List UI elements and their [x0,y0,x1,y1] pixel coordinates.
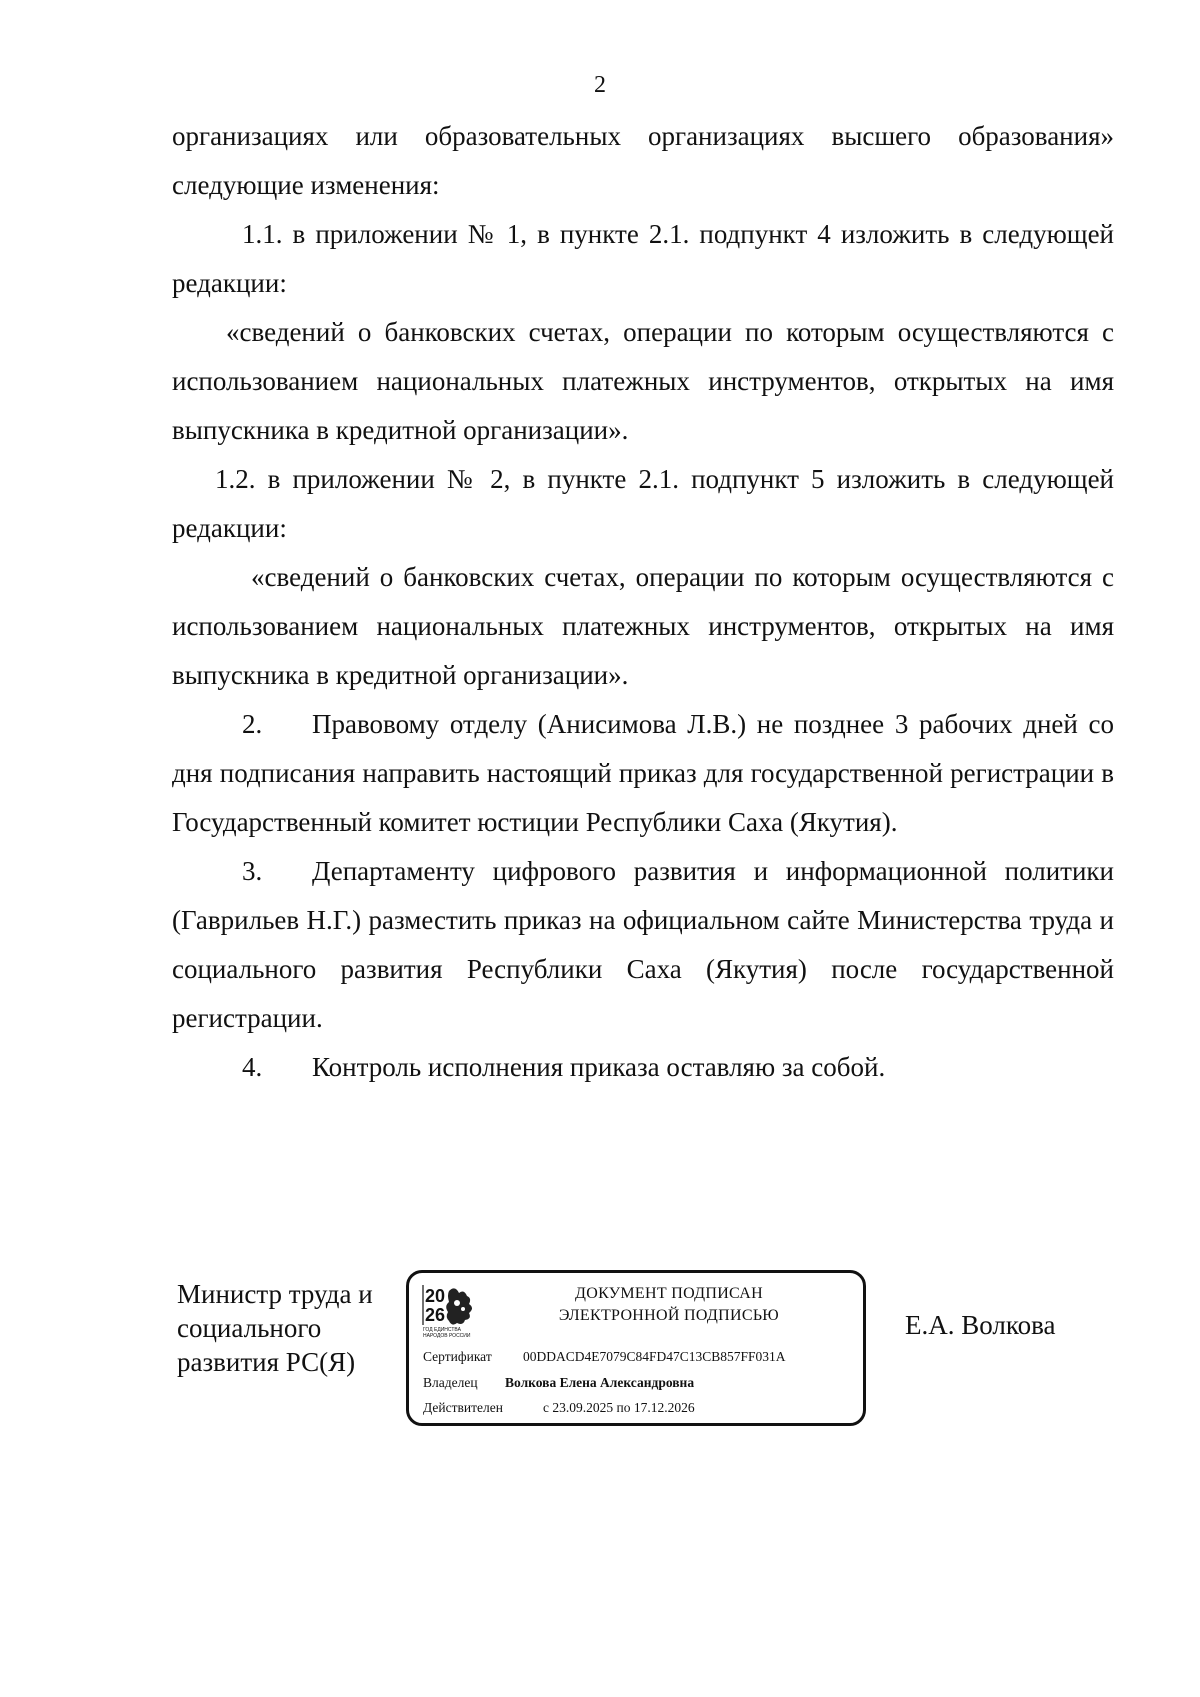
paragraph-amendment-1-2: 1.2. в приложении № 2, в пункте 2.1. подпункт 5 изложить в следующей редакции: [172,464,1114,543]
validity-label: Действителен [423,1400,503,1415]
item-number: 3. [242,856,263,886]
signer-title-line: Министр труда и [177,1279,373,1309]
numbered-item-2 [172,700,1114,847]
paragraph-amendment-1-1-text: «сведений о банковских счетах, операции по которым осуществляются с использованием национальных платежных инструментов, открытых на имя выпускника в кредитной организации». [172,317,1114,445]
signer-title-line: социального [177,1313,322,1343]
validity-value: с 23.09.2025 по 17.12.2026 [543,1400,695,1415]
logo-year-bottom: 26 [425,1305,446,1325]
stamp-header-line: ЭЛЕКТРОННОЙ ПОДПИСЬЮ [558,1307,780,1324]
stamp-validity-row [423,1400,695,1416]
item-number: 2. [242,709,263,739]
document-body [172,112,1114,1092]
paragraph-amendment-1-1: 1.1. в приложении № 1, в пункте 2.1. подпункт 4 изложить в следующей редакции: [172,219,1114,298]
page-number: 2 [594,72,606,98]
logo-year-top: 20 [425,1286,446,1306]
item-number: 4. [242,1052,263,1082]
stamp-header [499,1283,839,1327]
numbered-item-3 [172,847,1114,1043]
owner-label: Владелец [423,1375,478,1390]
stamp-certificate-row [423,1349,786,1365]
certificate-value: 00DDACD4E7079C84FD47C13CB857FF031A [523,1349,786,1364]
stamp-owner-row [423,1375,694,1391]
certificate-label: Сертификат [423,1349,492,1364]
item-text: Контроль исполнения приказа оставляю за собой. [312,1052,886,1082]
numbered-item-4 [172,1043,1114,1092]
year-of-unity-logo-icon [419,1281,479,1341]
item-text: Правовому отделу (Анисимова Л.В.) не позднее 3 рабочих дней со дня подписания направить настоящий приказ для государственной регистрации в Государственный комитет юстиции Республики Саха (Якутия). [172,709,1114,837]
item-text: Департаменту цифрового развития и информационной политики (Гаврильев Н.Г.) разместить приказ на официальном сайте Министерства труда и социального развития Республики Саха (Якутия) после государственной регистрации. [172,856,1114,1033]
signer-title [177,1277,373,1379]
stamp-header-line: ДОКУМЕНТ ПОДПИСАН [575,1285,763,1302]
logo-caption-2: НАРОДОВ РОССИИ [423,1333,471,1339]
signer-title-line: развития РС(Я) [177,1347,356,1377]
paragraph-continuation: организациях или образовательных организациях высшего образования» следующие изменения: [172,121,1114,200]
logo-caption-1: ГОД ЕДИНСТВА [423,1327,461,1333]
owner-value: Волкова Елена Александровна [505,1375,695,1390]
signer-name: Е.А. Волкова [905,1310,1056,1340]
paragraph-amendment-1-2-text: «сведений о банковских счетах, операции по которым осуществляются с использованием национальных платежных инструментов, открытых на имя выпускника в кредитной организации». [172,562,1114,690]
electronic-signature-stamp [406,1270,866,1426]
